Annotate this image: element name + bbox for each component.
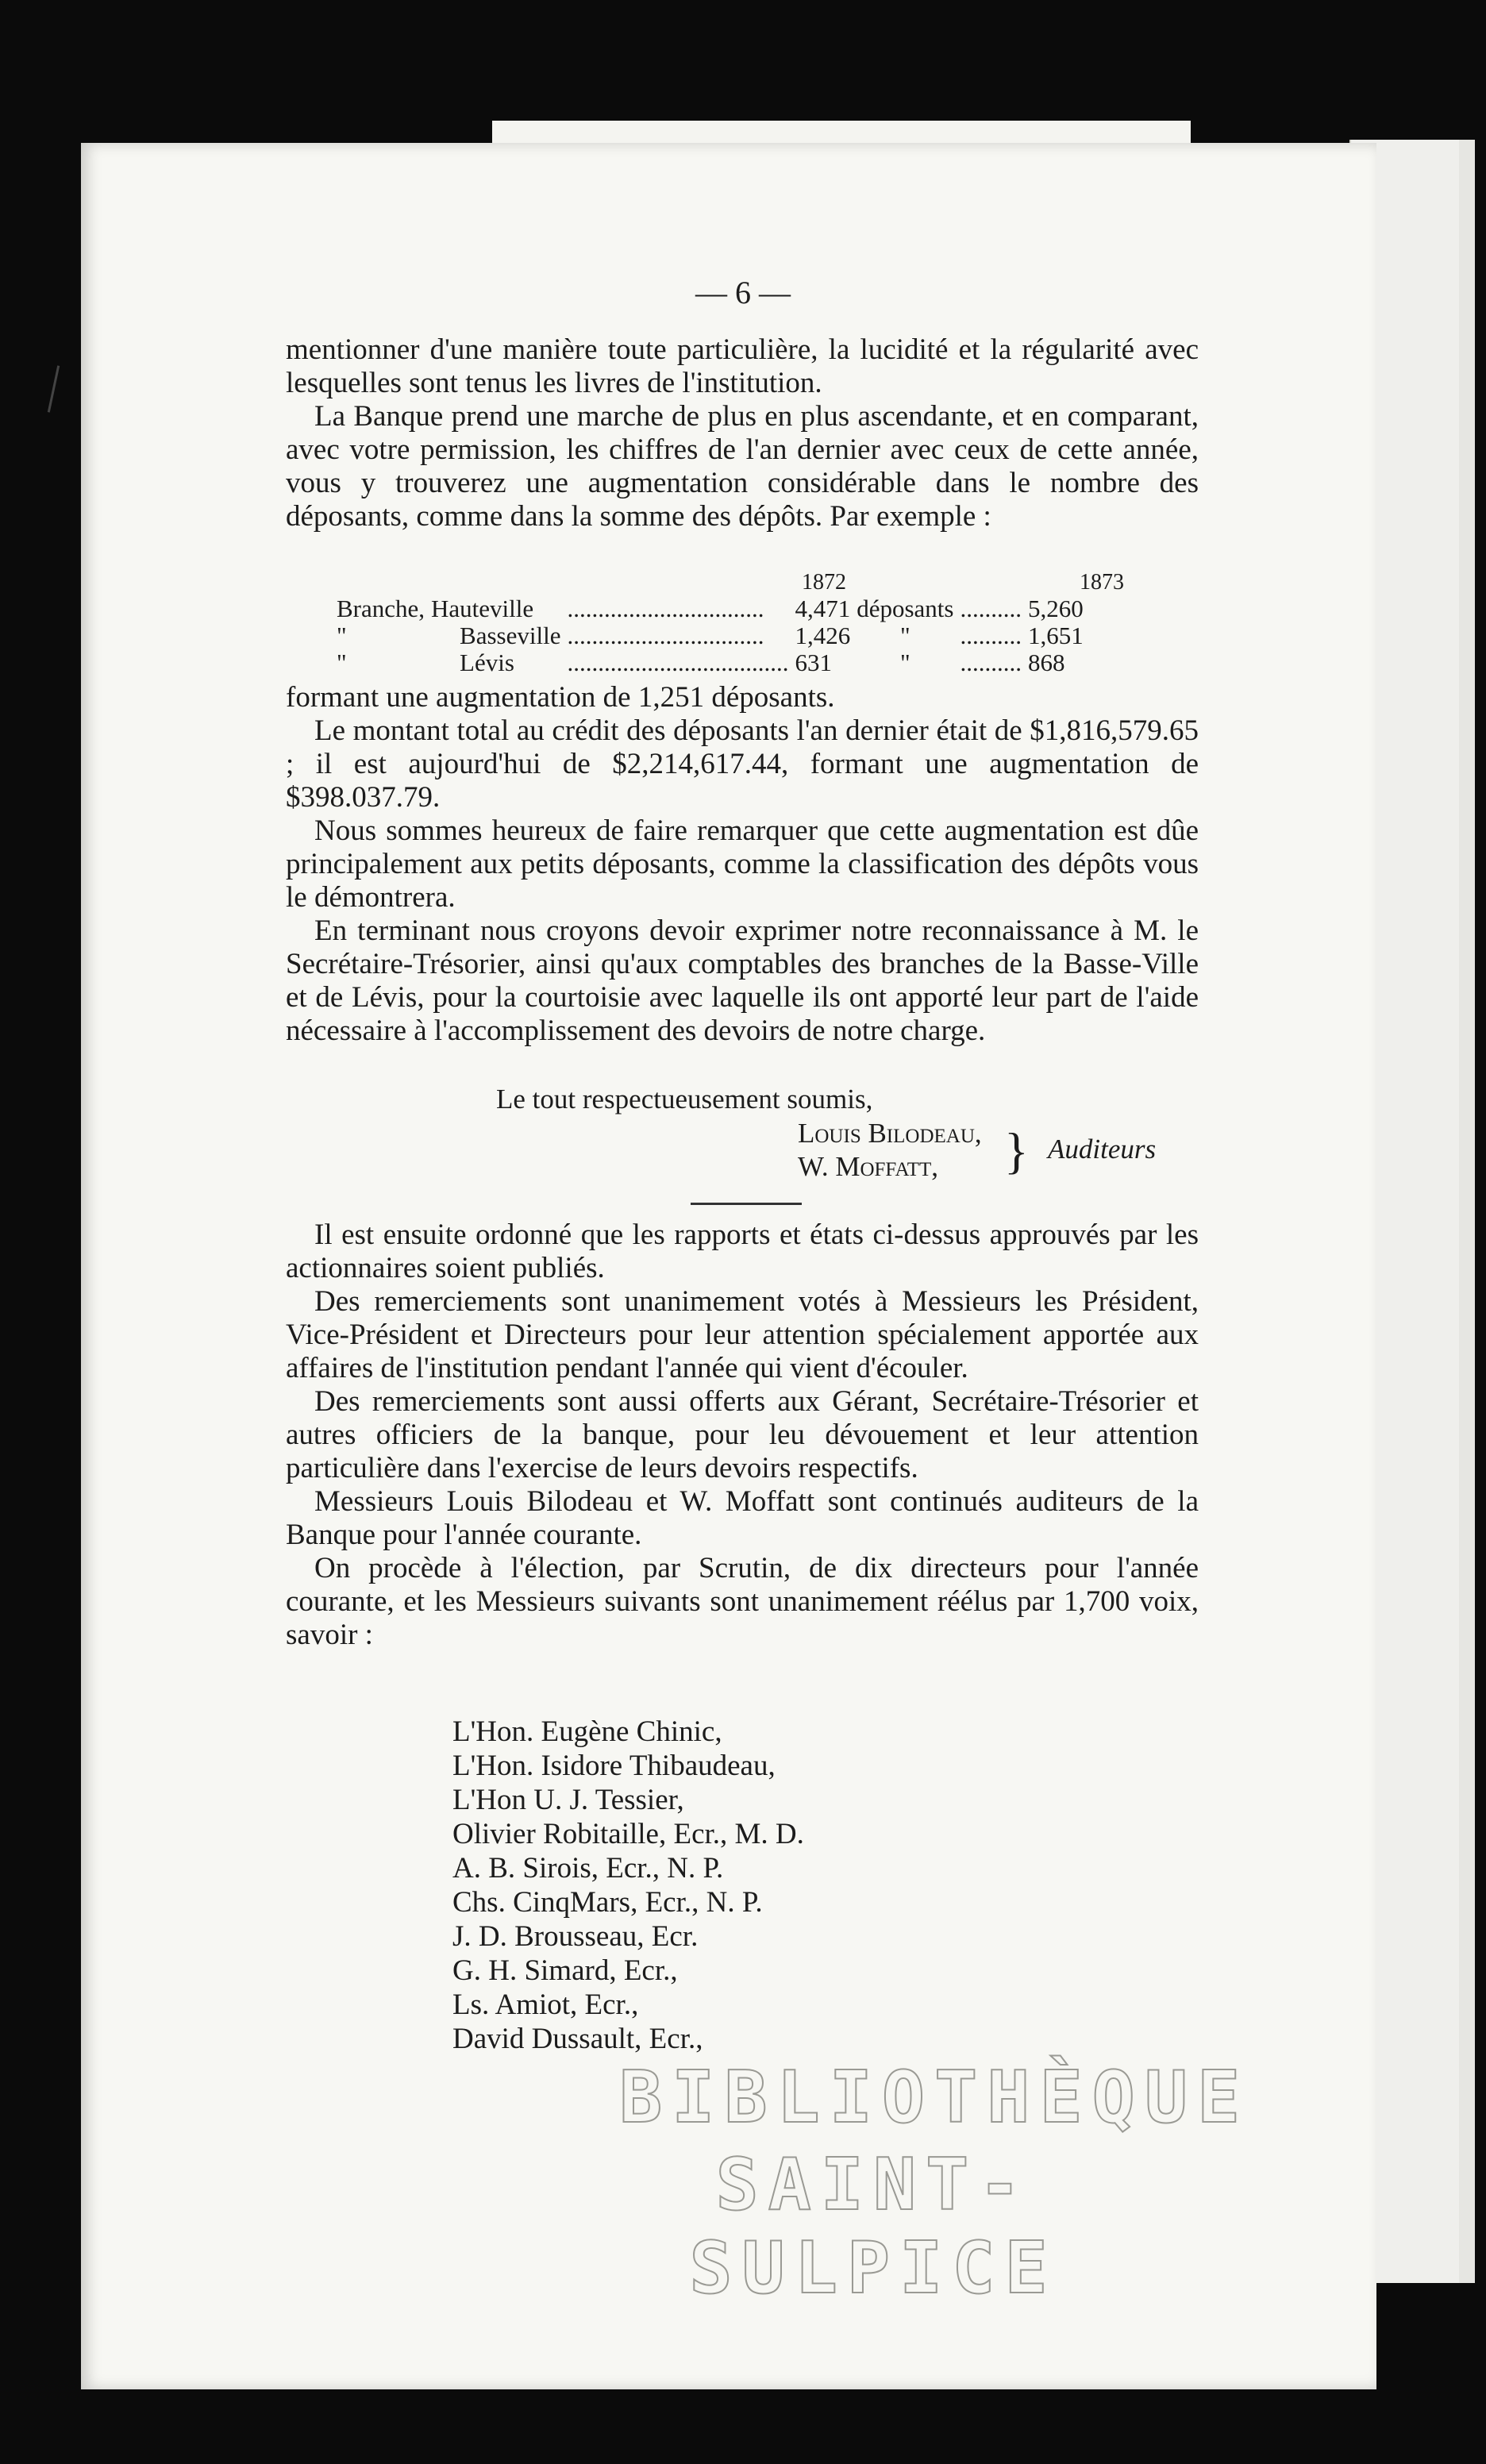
closing-line: Le tout respectueusement soumis, — [496, 1084, 873, 1115]
director-name: L'Hon U. J. Tessier, — [452, 1784, 684, 1816]
director-name: J. D. Brousseau, Ecr. — [452, 1920, 699, 1953]
body-top — [286, 333, 1199, 533]
signature-brace: } — [1004, 1122, 1029, 1179]
paragraph-intro: mentionner d'une manière toute particulière, la lucidité et la régularité avec lesquelles sont tenus les livres de l'institution. — [286, 333, 1199, 399]
row-leader-dots-2: .......... — [960, 649, 1022, 676]
row-unit: déposants — [857, 595, 954, 622]
section-divider — [691, 1203, 802, 1205]
paragraph-auditeurs: Messieurs Louis Bilodeau et W. Moffatt sont continués auditeurs de la Banque pour l'année courante. — [286, 1485, 1199, 1551]
director-name: Ls. Amiot, Ecr., — [452, 1989, 639, 2021]
row-value-1873: 868 — [1027, 649, 1065, 676]
margin-mark — [48, 365, 60, 412]
paragraph-election: On procède à l'élection, par Scrutin, de dix directeurs pour l'année courante, et les Messieurs suivants sont unanimement réélus par 1,700 voix, savoir : — [286, 1552, 1199, 1651]
body-bottom — [286, 1219, 1199, 1652]
director-name: A. B. Sirois, Ecr., N. P. — [452, 1852, 724, 1885]
paragraph-remerciements-1: Des remerciements sont unanimement votés à Messieurs les Président, Vice-Président et Directeurs pour leur attention spécialement apportée aux affaires de l'institution pendant l'année qui vient d'écouler. — [286, 1285, 1199, 1384]
director-name: L'Hon. Isidore Thibaudeau, — [452, 1750, 776, 1782]
signature-bilodeau: Louis Bilodeau, — [798, 1118, 982, 1149]
signature-role: Auditeurs — [1048, 1134, 1157, 1165]
table-row — [333, 595, 1087, 622]
row-value-1873: 5,260 — [1027, 595, 1084, 622]
row-prefix: " — [337, 649, 347, 676]
row-branch-name: Basseville — [460, 622, 561, 649]
row-leader-dots: ................................ — [567, 622, 764, 649]
row-value-1872: 1,426 — [795, 622, 851, 649]
paragraph-remerciements-2: Des remerciements sont aussi offerts aux Gérant, Secrétaire-Trésorier et autres officiers de la banque, pour leu dévouement et leur attention particulière dans l'exercise de leurs devoirs respectifs. — [286, 1385, 1199, 1484]
paragraph-formant: formant une augmentation de 1,251 déposants. — [286, 681, 835, 714]
paragraph-ensuite: Il est ensuite ordonné que les rapports et états ci-dessus approuvés par les actionnaires soient publiés. — [286, 1219, 1199, 1284]
row-branch-name: Hauteville — [431, 595, 534, 622]
row-leader-dots-2: .......... — [960, 595, 1022, 622]
table-row — [333, 649, 1087, 676]
director-name: Chs. CinqMars, Ecr., N. P. — [452, 1886, 763, 1919]
year-1872: 1872 — [802, 570, 846, 595]
library-stamp-line-2: SAINT-SULPICE — [689, 2143, 1057, 2310]
row-value-1872: 4,471 — [795, 595, 851, 622]
year-1873: 1873 — [1080, 570, 1124, 595]
paragraph-heureux: Nous sommes heureux de faire remarquer que cette augmentation est dûe principalement aux petits déposants, comme la classification des dépôts vous le démontrera. — [286, 814, 1199, 914]
director-name: G. H. Simard, Ecr., — [452, 1954, 678, 1987]
depositors-table — [333, 595, 1087, 676]
row-prefix: " — [337, 622, 347, 649]
row-prefix: Branche, — [337, 595, 425, 622]
row-unit: " — [900, 649, 910, 676]
body-middle — [286, 681, 1199, 1048]
row-leader-dots: ................................ — [567, 595, 764, 622]
director-name: Olivier Robitaille, Ecr., M. D. — [452, 1818, 804, 1850]
paragraph-banque: La Banque prend une marche de plus en plus ascendante, et en comparant, avec votre permission, les chiffres de l'an dernier avec ceux de cette année, vous y trouverez une augmentation considérable dans le nombre des déposants, comme dans la somme des dépôts. Par exemple : — [286, 400, 1199, 533]
row-branch-name: Lévis — [460, 649, 514, 676]
row-value-1872: 631 — [795, 649, 832, 676]
table-row — [333, 622, 1087, 649]
row-leader-dots: .................................... — [567, 649, 789, 676]
row-value-1873: 1,651 — [1027, 622, 1084, 649]
page-number: — 6 — — [695, 275, 791, 310]
director-name: David Dussault, Ecr., — [452, 2023, 703, 2055]
directors-list — [452, 1715, 804, 2056]
paragraph-terminant: En terminant nous croyons devoir exprimer notre reconnaissance à M. le Secrétaire-Trésorier, ainsi qu'aux comptables des branches de la Basse-Ville et de Lévis, pour la courtoisie avec laquelle ils ont apporté leur part de l'aide nécessaire à l'accomplissement des devoirs de notre charge. — [286, 914, 1199, 1047]
director-name: L'Hon. Eugène Chinic, — [452, 1715, 722, 1748]
row-leader-dots-2: .......... — [960, 622, 1022, 649]
signature-moffatt: W. Moffatt, — [798, 1151, 939, 1182]
library-stamp-line-1: BIBLIOTHÈQUE — [619, 2056, 1250, 2139]
row-unit: " — [900, 622, 910, 649]
paragraph-montant: Le montant total au crédit des déposants l'an dernier était de $1,816,579.65 ; il est aujourd'hui de $2,214,617.44, formant une augmentation de $398.037.79. — [286, 714, 1199, 814]
